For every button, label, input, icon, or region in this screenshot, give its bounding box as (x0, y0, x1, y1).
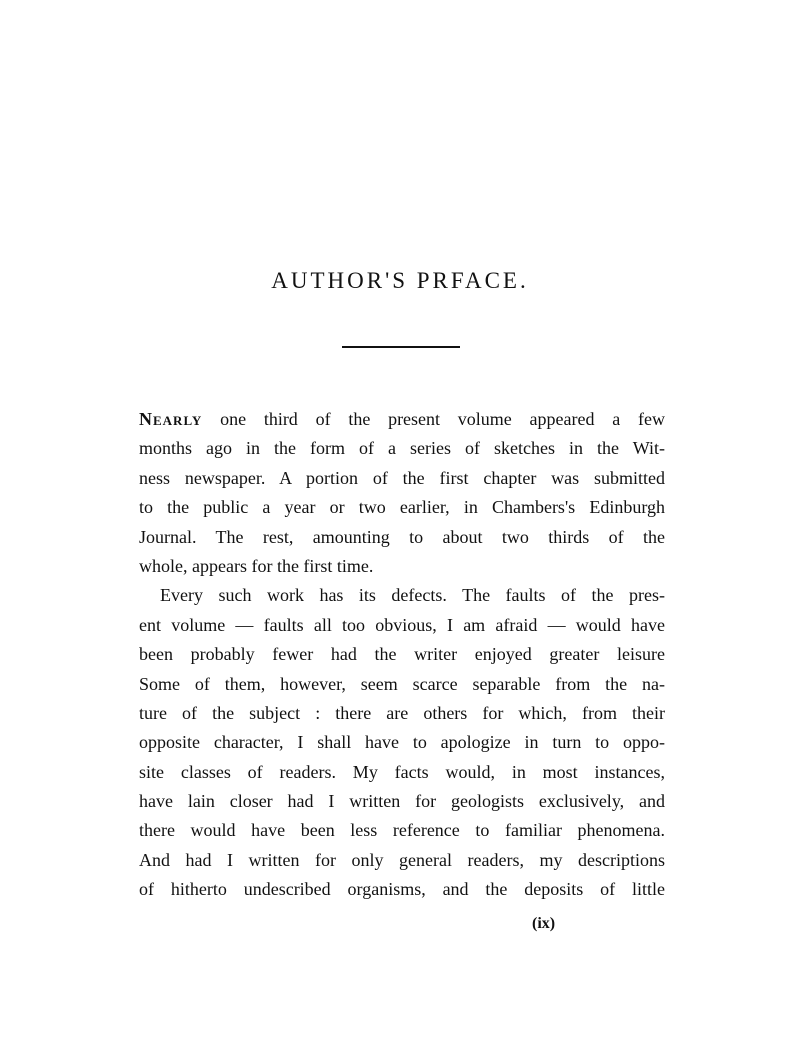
text-line: there would have been less reference to familiar phenomena. (139, 820, 665, 841)
text-line: months ago in the form of a series of sketches in the Wit- (139, 438, 665, 459)
text-line: whole, appears for the first time. (139, 555, 374, 576)
drop-word: Nearly (139, 409, 203, 429)
text-line: opposite character, I shall have to apologize in turn to oppo- (139, 732, 665, 753)
text-line: ness newspaper. A portion of the first chapter was submitted (139, 467, 665, 488)
text-line: Some of them, however, seem scarce separable from the na- (139, 673, 665, 694)
text-line: And had I written for only general readers, my descriptions (139, 849, 665, 870)
title-rule (342, 346, 460, 348)
text-line: Nearly one third of the present volume appeared a few (139, 409, 665, 429)
page-number: (ix) (532, 915, 556, 932)
page-title: AUTHOR'S PRFACE. (271, 268, 529, 293)
text-line: Journal. The rest, amounting to about two thirds of the (139, 526, 665, 547)
preface-body (139, 405, 665, 905)
text-line: ture of the subject : there are others for which, from their (139, 702, 665, 723)
text-line: to the public a year or two earlier, in Chambers's Edinburgh (139, 497, 665, 518)
text-line: Every such work has its defects. The faults of the pres- (160, 585, 665, 606)
text-line: site classes of readers. My facts would, in most instances, (139, 761, 665, 782)
text-line: of hitherto undescribed organisms, and the deposits of little (139, 879, 665, 900)
text-line: been probably fewer had the writer enjoyed greater leisure (139, 644, 665, 665)
text-line: ent volume — faults all too obvious, I am afraid — would have (139, 614, 665, 635)
text-line: have lain closer had I written for geologists exclusively, and (139, 791, 665, 812)
